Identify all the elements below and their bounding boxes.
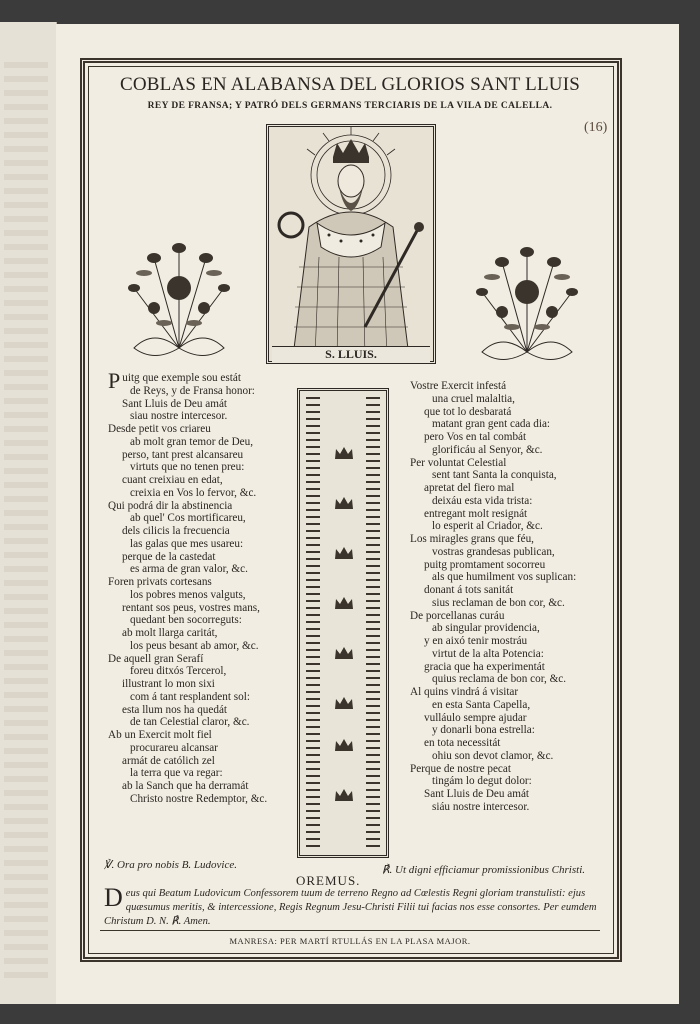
verse-line: esta llum nos ha quedát	[122, 703, 228, 716]
verse-line: los peus besant ab amor, &c.	[130, 639, 259, 652]
verses-right-column	[410, 380, 605, 814]
verse-line: dels cilicis la frecuencia	[122, 525, 230, 537]
verse-line: apretat del fiero mal	[424, 482, 515, 494]
crown-icon	[333, 595, 355, 611]
verse-line: siau nostre intercesor.	[130, 410, 228, 423]
verse-line: quius reclama de bon cor, &c.	[432, 673, 567, 686]
verse-line: Los miragles grans que féu,	[410, 533, 534, 545]
verse-line: Vostre Exercit infestá	[410, 380, 507, 392]
verse-line: Perque de nostre pecat	[410, 762, 511, 775]
verse-line: gracia que ha experimentát	[424, 660, 545, 673]
saint-louis-woodcut	[266, 124, 436, 364]
prayer-drop-cap: D	[104, 883, 123, 912]
oremus-prayer	[104, 883, 604, 929]
verse-line: Sant Lluis de Deu amát	[424, 788, 530, 800]
verse-line: tingám lo degut dolor:	[432, 775, 532, 788]
verse-line: la terra que va regar:	[130, 767, 223, 780]
verse-line: Puitg que exemple sou estát	[108, 368, 241, 393]
verse-line: entregant molt resignát	[424, 507, 528, 520]
versicle: ℣. Ora pro nobis B. Ludovice.	[104, 859, 237, 871]
verse-line: matant gran gent cada dia:	[432, 418, 551, 431]
verse-line: rentant sos peus, vostres mans,	[122, 601, 260, 614]
verse-line: que tot lo desbaratá	[424, 405, 512, 418]
verse-line: als que humilment vos suplican:	[432, 571, 577, 584]
verse-line: una cruel malaltia,	[432, 392, 515, 405]
woodcut-caption: S. LLUIS.	[272, 346, 430, 362]
crown-icon	[333, 645, 355, 661]
crown-icon	[333, 737, 355, 753]
document-title: COBLAS EN ALABANSA DEL GLORIOS SANT LLUIS	[119, 74, 580, 95]
prayer-text: eus qui Beatum Ludovicum Confessorem tuum de terreno Regno ad Cœlestis Regni gloriam transtulisti: ejus quæsumus meritis, & intercessione, Regis Regnum Jesu-Christi Filii tui facias nos esse consortes. Per eumdem Christum D. N. ℟. Amen.	[104, 888, 597, 927]
verse-line: pero Vos en tal combát	[424, 431, 527, 443]
saint-figure-icon	[269, 127, 433, 361]
verse-line: Christo nostre Redemptor, &c.	[130, 792, 268, 805]
left-bouquet-icon	[114, 228, 244, 368]
verse-line: perque de la castedat	[122, 550, 216, 563]
verse-line: Desde petit vos criareu	[108, 423, 211, 435]
verse-line: creixia en Vos lo fervor, &c.	[130, 486, 257, 499]
crown-icon	[333, 695, 355, 711]
verse-line: y en aixó tenir mostráu	[424, 635, 528, 647]
verse-line: De porcellanas curáu	[410, 609, 505, 622]
verse-line: donant á tots sanitát	[424, 584, 514, 596]
verse-drop-cap: P	[108, 368, 121, 393]
verse-line: illustrant lo mon sixi	[122, 678, 215, 690]
verse-line: quedant ben socorreguts:	[130, 614, 242, 627]
verse-line: deixáu esta vida trista:	[432, 494, 533, 507]
verse-line: vostras grandesas publican,	[432, 545, 555, 558]
verse-line: ab la Sanch que ha derramát	[122, 780, 249, 792]
verse-line: armát de católich zel	[122, 754, 215, 767]
verse-line: los pobres menos valguts,	[130, 588, 246, 601]
verse-line: sius reclaman de bon cor, &c.	[432, 596, 565, 609]
verse-line: en tota necessitát	[424, 737, 501, 749]
verse-line: ohiu son devot clamor, &c.	[432, 749, 554, 762]
verse-line: Qui podrá dir la abstinencia	[108, 499, 233, 512]
verse-line: las galas que mes usareu:	[130, 537, 244, 550]
verse-line: de tan Celestial claror, &c.	[130, 716, 250, 729]
verse-line: siáu nostre intercesor.	[432, 800, 530, 813]
verse-line: glorificáu al Senyor, &c.	[432, 443, 543, 456]
response: ℟. Ut digni efficiamur promissionibus Christi.	[382, 864, 585, 876]
verse-line: en esta Santa Capella,	[432, 698, 531, 711]
verse-line: Foren privats cortesans	[108, 576, 212, 588]
verse-line: procurareu alcansar	[130, 741, 218, 754]
oremus-heading: OREMUS.	[296, 873, 361, 888]
verse-line: foreu ditxós Tercerol,	[130, 665, 227, 678]
verse-line: ab singular providencia,	[432, 622, 540, 635]
verse-line: Per voluntat Celestial	[410, 456, 507, 469]
crown-icon	[333, 445, 355, 461]
printer-imprint: MANRESA: PER MARTÍ RTULLÁS EN LA PLASA MAJOR.	[229, 936, 471, 946]
verse-line: com á tant resplandent sol:	[130, 690, 250, 703]
verse-line: cuant creixiau en edat,	[122, 474, 223, 486]
manuscript-number: (16)	[584, 120, 608, 135]
verses-left-column	[108, 368, 294, 806]
verse-line: sent tant Santa la conquista,	[432, 469, 557, 482]
footer-rule	[100, 930, 600, 931]
verse-line: Ab un Exercit molt fiel	[108, 729, 212, 741]
verse-line: lo esperit al Criador, &c.	[432, 520, 543, 533]
verse-line: de Reys, y de Fransa honor:	[130, 384, 255, 397]
verse-line: De aquell gran Serafí	[108, 652, 204, 665]
facing-page-edge	[0, 22, 57, 1004]
verse-line: Al quins vindrá á visitar	[410, 686, 519, 698]
facing-page-ornament	[4, 62, 48, 982]
right-bouquet-icon	[462, 232, 592, 372]
ornamental-column	[297, 388, 389, 858]
verse-line: ab molt llarga caritát,	[122, 627, 218, 639]
crown-icon	[333, 495, 355, 511]
crown-icon	[333, 545, 355, 561]
verse-line: ab quel' Cos mortificareu,	[130, 512, 246, 525]
verse-line: perso, tant prest alcansareu	[122, 448, 244, 461]
verse-line: Sant Lluis de Deu amát	[122, 397, 228, 410]
verse-line: vulláulo sempre ajudar	[424, 711, 527, 724]
verse-line: virtut de la alta Potencia:	[432, 647, 544, 660]
verse-line: puitg promtament socorreu	[424, 558, 546, 571]
verse-line: y donarli bona estrella:	[432, 724, 535, 737]
document-subtitle: REY DE FRANSA; Y PATRÓ DELS GERMANS TERCIARIS DE LA VILA DE CALELLA.	[147, 101, 553, 111]
verse-line: es arma de gran valor, &c.	[130, 563, 248, 576]
verse-line: ab molt gran temor de Deu,	[130, 435, 254, 448]
crown-icon	[333, 787, 355, 803]
verse-line: virtuts que no tenen preu:	[130, 461, 245, 474]
